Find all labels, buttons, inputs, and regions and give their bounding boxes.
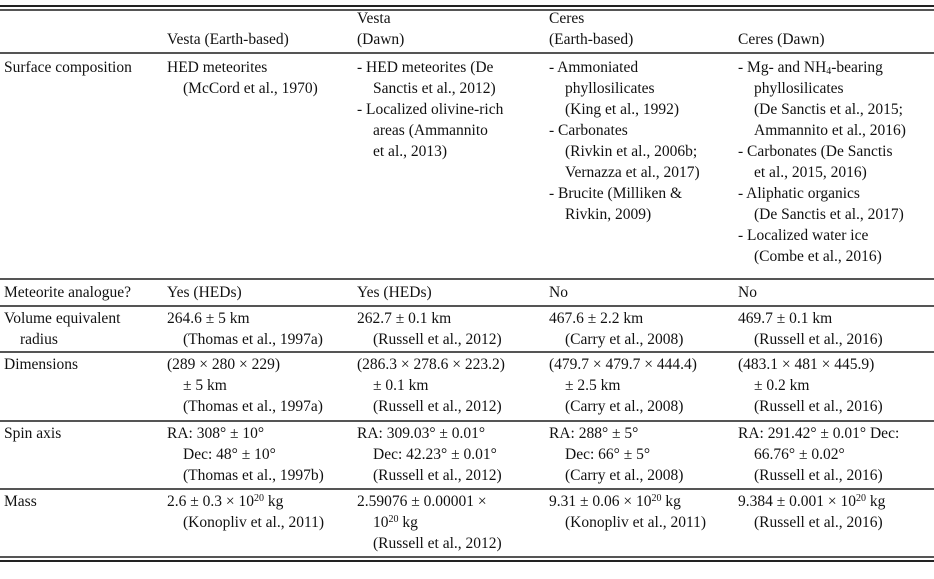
table-cell: (Thomas et al., 1997b) (183, 467, 324, 484)
table-cell: $10^{20}$ kg (373, 514, 418, 531)
table-cell: 264.6 ± 5 km (167, 310, 250, 327)
table-cell: - Aliphatic organics (738, 185, 860, 202)
table-cell: - Carbonates (549, 122, 628, 139)
table-cell: areas (Ammannito (373, 122, 488, 139)
table-cell: (Russell et al., 2012) (373, 331, 502, 348)
table-cell: RA: 288° ± 5° (549, 425, 639, 442)
row-label: Volume equivalent (4, 310, 121, 327)
bottom-rule-inner (0, 556, 934, 558)
table-cell: 66.76° ± 0.02° (754, 446, 845, 463)
table-cell: $2.6 \pm 0.3 \times 10^{20}$ kg (167, 493, 284, 510)
table-cell: Vernazza et al., 2017) (565, 164, 700, 181)
column-header: Ceres (549, 10, 585, 27)
row-rule (0, 278, 934, 280)
row-label: Surface composition (4, 59, 132, 76)
table-cell: HED meteorites (167, 59, 268, 76)
table-cell: (Russell et al., 2012) (373, 467, 502, 484)
table-cell: phyllosilicates (754, 80, 844, 97)
table-cell: (Russell et al., 2012) (373, 535, 502, 552)
header-rule (0, 52, 934, 54)
table-cell: RA: 309.03° ± 0.01° (357, 425, 486, 442)
table-cell: Dec: 42.23° ± 0.01° (373, 446, 497, 463)
column-header: Vesta (Earth-based) (167, 31, 289, 48)
table-cell: (289 × 280 × 229) (167, 356, 281, 373)
table-cell: (Thomas et al., 1997a) (183, 398, 323, 415)
table-cell: 469.7 ± 0.1 km (738, 310, 833, 327)
table-cell: RA: 308° ± 10° (167, 425, 265, 442)
table-cell: (Russell et al., 2012) (373, 398, 502, 415)
column-header: (Earth-based) (549, 31, 634, 48)
table-cell: (286.3 × 278.6 × 223.2) (357, 356, 505, 373)
table-cell: Rivkin, 2009) (565, 206, 652, 223)
table-cell: 262.7 ± 0.1 km (357, 310, 452, 327)
table-cell: - Ammoniated (549, 59, 639, 76)
table-cell: (Russell et al., 2016) (754, 398, 883, 415)
column-header: (Dawn) (357, 31, 405, 48)
table-cell: Ammannito et al., 2016) (754, 122, 906, 139)
row-rule (0, 488, 934, 490)
table-cell: et al., 2015, 2016) (754, 164, 867, 181)
row-label: radius (20, 331, 58, 348)
row-label: Mass (4, 493, 37, 510)
table-cell: (479.7 × 479.7 × 444.4) (549, 356, 697, 373)
table-cell: phyllosilicates (565, 80, 655, 97)
table-cell: Sanctis et al., 2012) (373, 80, 496, 97)
table-cell: $9.31 \pm 0.06 \times 10^{20}$ kg (549, 493, 681, 510)
table-cell: (De Sanctis et al., 2015; (754, 101, 903, 118)
bottom-rule (0, 560, 934, 562)
table-cell: (De Sanctis et al., 2017) (754, 206, 904, 223)
table-cell: (Rivkin et al., 2006b; (565, 143, 698, 160)
column-header: Ceres (Dawn) (738, 31, 825, 48)
table-cell: 2.59076 ± 0.00001 × (357, 493, 487, 510)
table-cell: - Localized water ice (738, 227, 869, 244)
table-cell: No (549, 284, 568, 301)
table-cell: (Konopliv et al., 2011) (565, 514, 707, 531)
top-rule (0, 5, 934, 7)
table-cell: (Carry et al., 2008) (565, 331, 684, 348)
column-header: Vesta (357, 10, 391, 27)
table-cell: (483.1 × 481 × 445.9) (738, 356, 875, 373)
table-cell: (Combe et al., 2016) (754, 248, 882, 265)
table-cell: ± 0.2 km (754, 377, 810, 394)
table-cell: (Thomas et al., 1997a) (183, 331, 323, 348)
table-cell: (Russell et al., 2016) (754, 331, 883, 348)
table-cell: ± 2.5 km (565, 377, 621, 394)
table-cell: (McCord et al., 1970) (183, 80, 318, 97)
table-cell: - HED meteorites (De (357, 59, 494, 76)
table-cell: (Carry et al., 2008) (565, 467, 684, 484)
table-cell: RA: 291.42° ± 0.01° Dec: (738, 425, 900, 442)
row-label: Dimensions (4, 356, 79, 373)
table-cell: (Carry et al., 2008) (565, 398, 684, 415)
table-cell: $9.384 \pm 0.001 \times 10^{20}$ kg (738, 493, 886, 510)
table-cell: ± 0.1 km (373, 377, 429, 394)
row-label: Spin axis (4, 425, 62, 442)
table-cell: (Russell et al., 2016) (754, 467, 883, 484)
table-cell: ± 5 km (183, 377, 227, 394)
table-cell: - Mg- and $NH_4$-bearing (738, 59, 883, 77)
table-cell: Dec: 66° ± 5° (565, 446, 651, 463)
table-cell: Yes (HEDs) (357, 284, 432, 301)
row-rule (0, 420, 934, 422)
table-cell: Yes (HEDs) (167, 284, 242, 301)
table-cell: (Russell et al., 2016) (754, 514, 883, 531)
table-cell: - Brucite (Milliken & (549, 185, 683, 202)
table-cell: et al., 2013) (373, 143, 448, 160)
table-cell: - Localized olivine-rich (357, 101, 504, 118)
top-rule-inner (0, 9, 934, 11)
table-cell: (Konopliv et al., 2011) (183, 514, 325, 531)
row-label: Meteorite analogue? (4, 284, 131, 301)
table-cell: Dec: 48° ± 10° (183, 446, 276, 463)
table-cell: 467.6 ± 2.2 km (549, 310, 644, 327)
row-rule (0, 305, 934, 307)
row-rule (0, 351, 934, 353)
table-cell: (King et al., 1992) (565, 101, 680, 118)
table-cell: No (738, 284, 757, 301)
table-cell: - Carbonates (De Sanctis (738, 143, 893, 160)
